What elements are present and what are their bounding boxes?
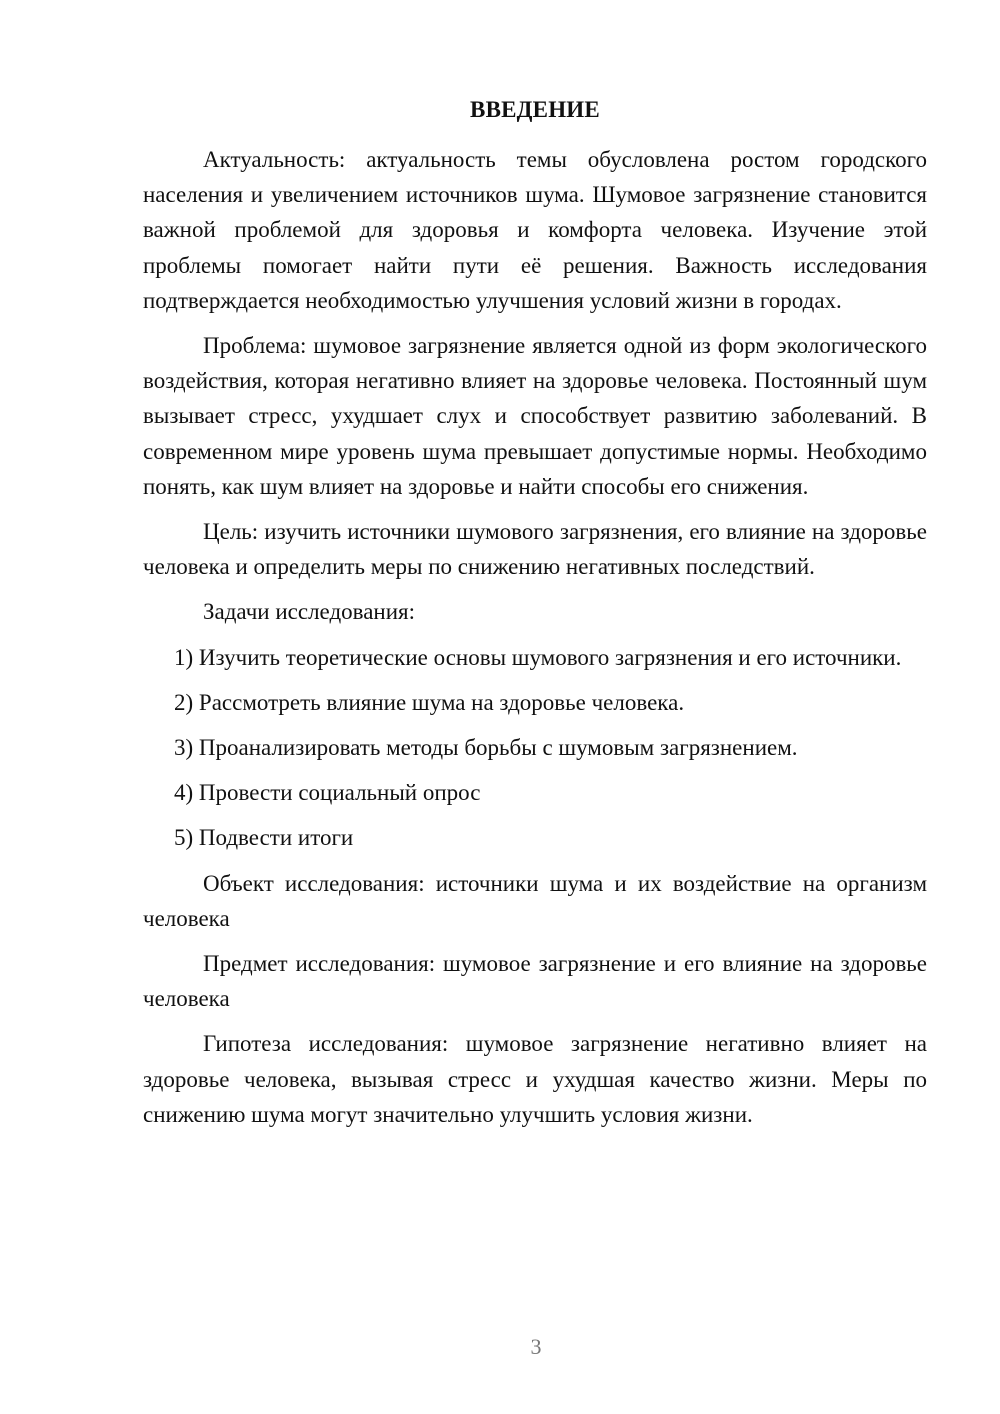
task-item: 2) Рассмотреть влияние шума на здоровье человека. (174, 689, 685, 715)
page-title: ВВЕДЕНИЕ (470, 97, 600, 122)
problem-paragraph: Проблема: шумовое загрязнение является одной из форм экологического воздействия, которая негативно влияет на здоровье человека. Постоянный шум вызывает стресс, ухудшает слух и способствует развитию заболеваний. В современном мире уровень шума превышает допустимые нормы. Необходимо понять, как шум влияет на здоровье и найти способы его снижения. (143, 333, 927, 499)
task-item: 4) Провести социальный опрос (174, 780, 481, 806)
task-item: 3) Проанализировать методы борьбы с шумовым загрязнением. (174, 735, 798, 761)
subject-paragraph: Предмет исследования: шумовое загрязнение и его влияние на здоровье человека (143, 951, 927, 1012)
hypothesis-paragraph: Гипотеза исследования: шумовое загрязнение негативно влияет на здоровье человека, вызывая стресс и ухудшая качество жизни. Меры по снижению шума могут значительно улучшить условия жизни. (143, 1031, 927, 1127)
relevance-paragraph: Актуальность: актуальность темы обусловлена ростом городского населения и увеличением источников шума. Шумовое загрязнение становится важной проблемой для здоровья и комфорта человека. Изучение этой проблемы помогает найти пути её решения. Важность исследования подтверждается необходимостью улучшения условий жизни в городах. (143, 147, 927, 313)
goal-paragraph: Цель: изучить источники шумового загрязнения, его влияние на здоровье человека и определить меры по снижению негативных последствий. (143, 519, 927, 580)
object-paragraph: Объект исследования: источники шума и их воздействие на организм человека (143, 870, 927, 931)
page-content (143, 92, 927, 1132)
task-item: 5) Подвести итоги (174, 825, 354, 851)
tasks-heading: Задачи исследования: (203, 599, 416, 625)
task-item: 1) Изучить теоретические основы шумового загрязнения и его источники. (174, 644, 902, 670)
tasks-list (143, 640, 927, 856)
page-number: 3 (530, 1334, 542, 1359)
